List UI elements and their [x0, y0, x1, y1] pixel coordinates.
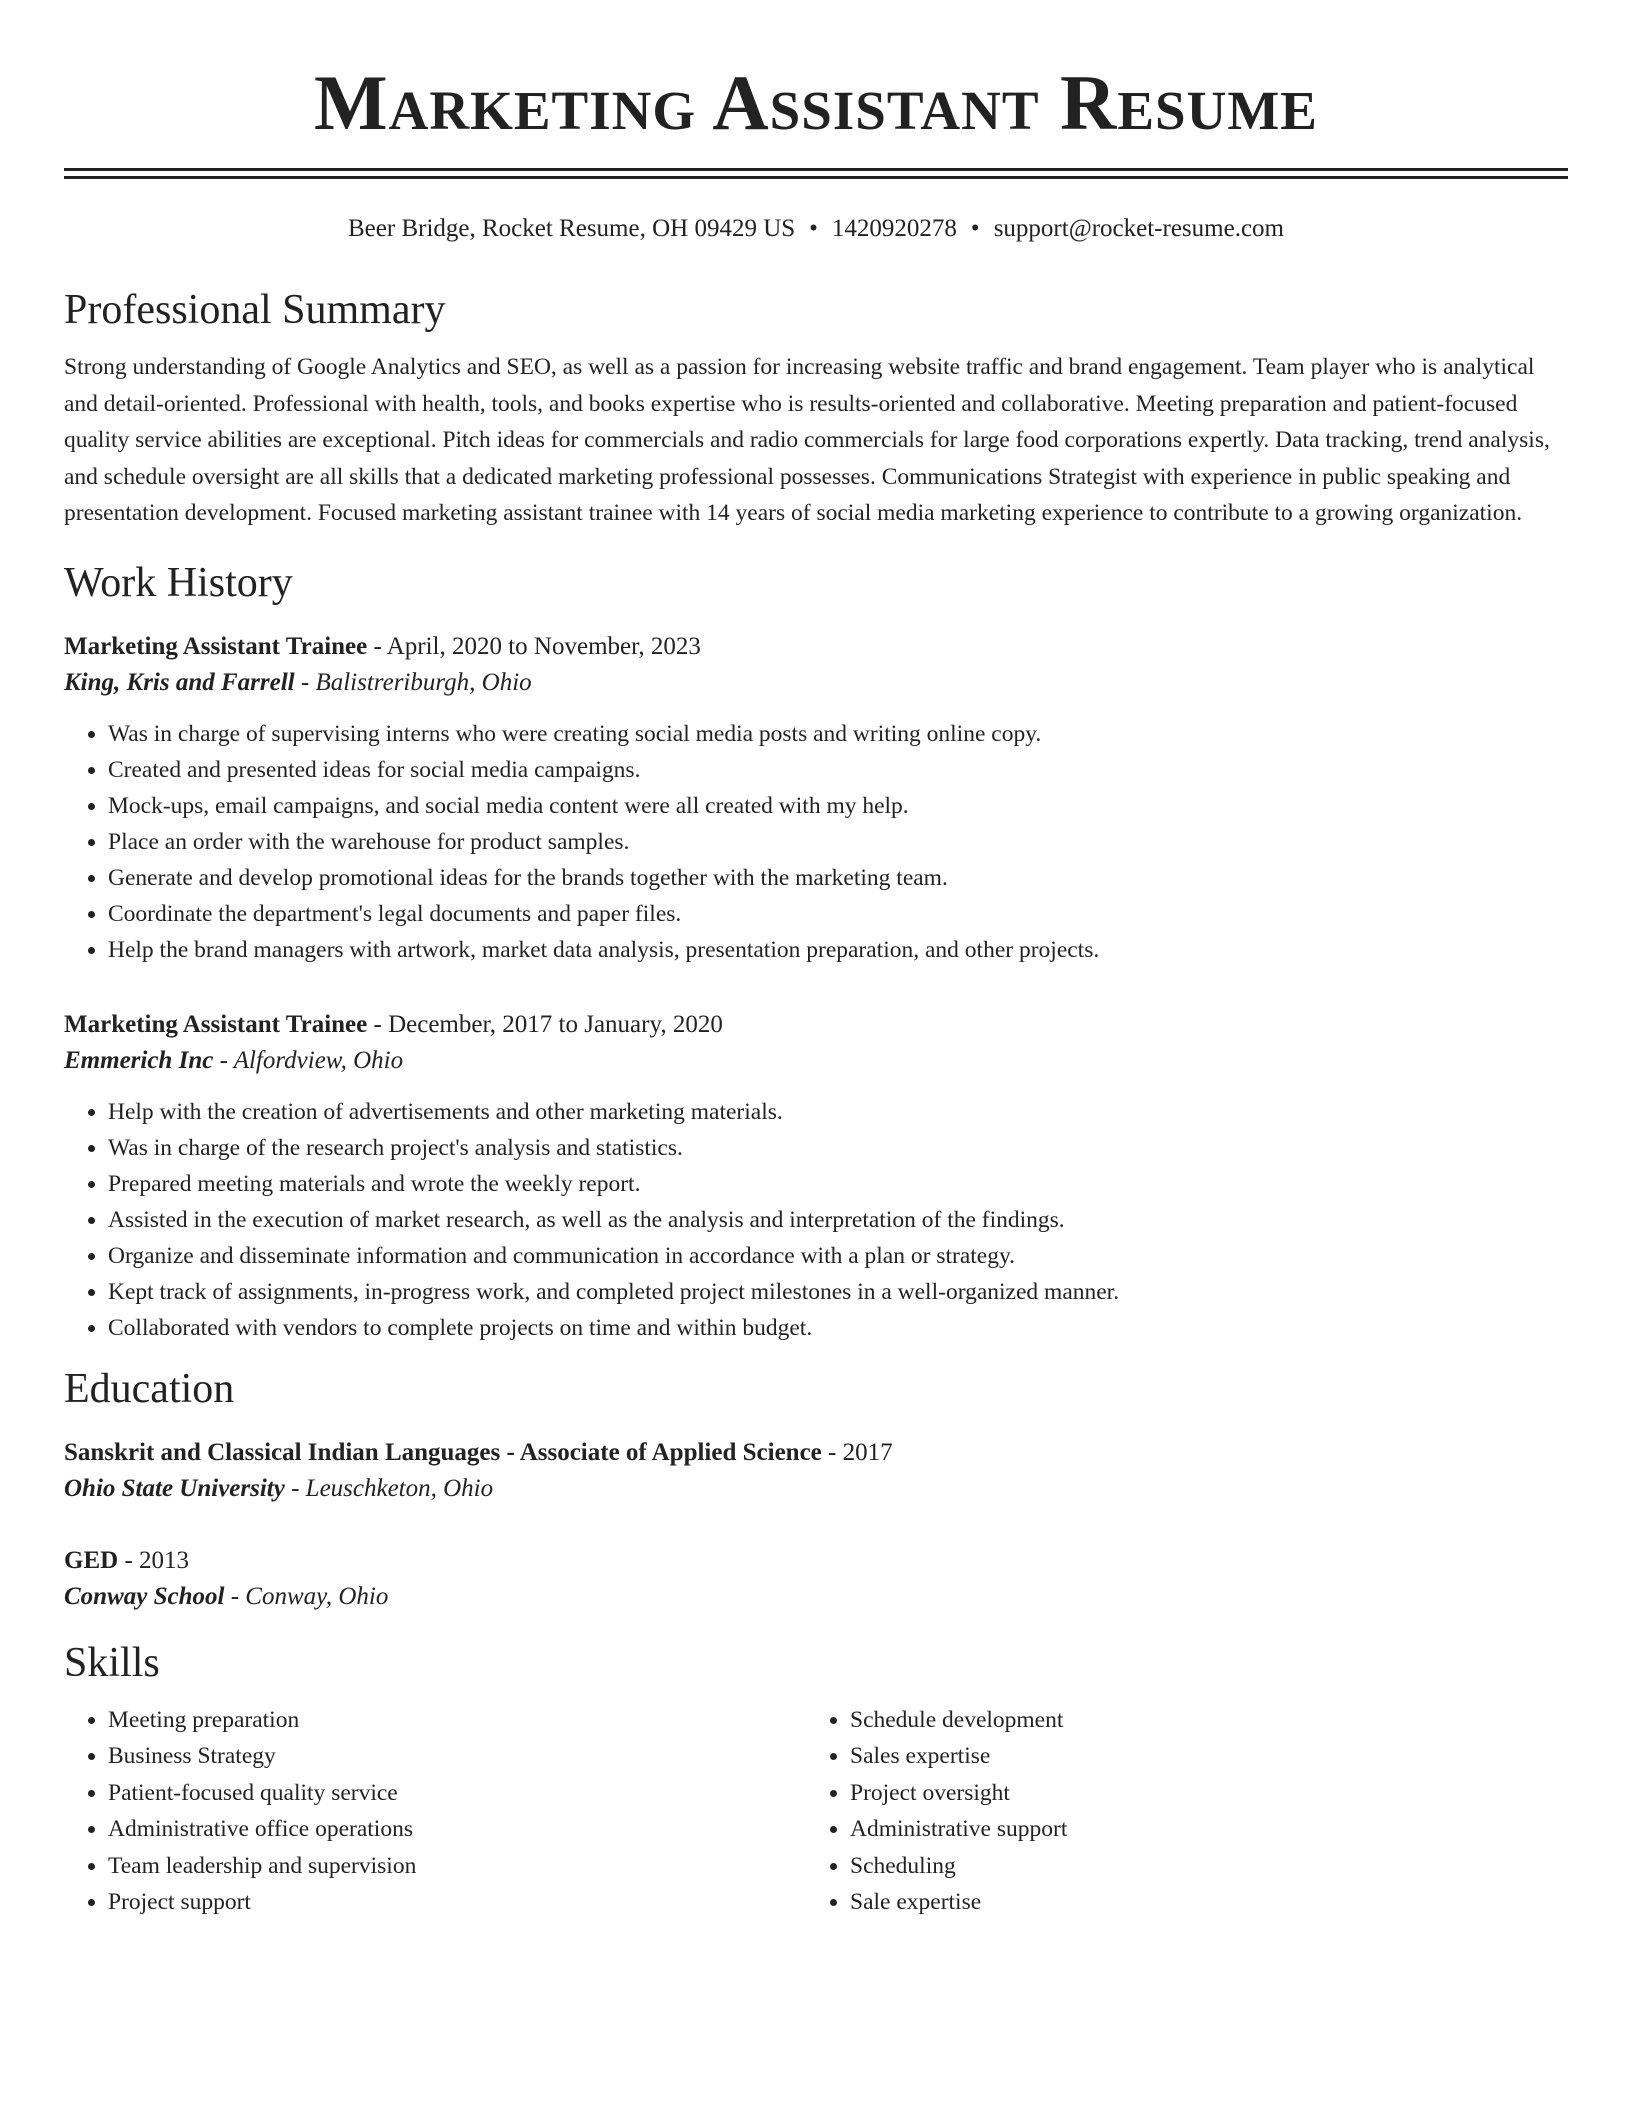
job-dates: - April, 2020 to November, 2023 — [367, 632, 701, 660]
skills-heading: Skills — [64, 1639, 160, 1686]
list-item: • Was in charge of the research project's analysis and statistics. — [108, 1130, 1568, 1166]
list-item: • Help with the creation of advertisements and other marketing materials. — [108, 1094, 1568, 1130]
work-history-heading: Work History — [64, 559, 293, 606]
job-company: King, Kris and Farrell — [64, 668, 295, 696]
skill-item: • Business Strategy — [108, 1738, 806, 1775]
skill-item: • Sales expertise — [850, 1738, 1548, 1775]
list-item: • Was in charge of supervising interns who were creating social media posts and writing online copy. — [108, 716, 1568, 752]
page-title: Marketing Assistant Resume — [314, 59, 1318, 146]
job-title: Marketing Assistant Trainee — [64, 632, 368, 660]
skill-item: • Team leadership and supervision — [108, 1848, 806, 1885]
skill-item: • Meeting preparation — [108, 1702, 806, 1739]
education-entry — [64, 1436, 1568, 1508]
job-title: Marketing Assistant Trainee — [64, 1010, 368, 1038]
job-title-line — [64, 630, 1568, 664]
list-item: • Assisted in the execution of market research, as well as the analysis and interpretation of the findings. — [108, 1202, 1568, 1238]
contact-separator: • — [809, 215, 818, 242]
skills-columns — [64, 1702, 1568, 1921]
list-item: • Place an order with the warehouse for product samples. — [108, 824, 1568, 860]
list-item: • Coordinate the department's legal documents and paper files. — [108, 896, 1568, 932]
job-company-line — [64, 664, 1568, 702]
skill-item: • Administrative office operations — [108, 1811, 806, 1848]
contact-line — [64, 213, 1568, 245]
skills-list-right — [806, 1702, 1548, 1921]
job-entry — [64, 1008, 1568, 1346]
contact-separator: • — [970, 215, 980, 242]
contact-phone: 1420920278 — [831, 215, 957, 242]
contact-address: Beer Bridge, Rocket Resume, OH 09429 US — [348, 215, 796, 242]
skill-item: • Sale expertise — [850, 1884, 1548, 1921]
education-heading: Education — [64, 1365, 235, 1412]
skill-item: • Administrative support — [850, 1811, 1548, 1848]
list-item: • Organize and disseminate information and communication in accordance with a plan or strategy. — [108, 1238, 1568, 1274]
job-company: Emmerich Inc — [64, 1046, 214, 1074]
job-location: - Alfordview, Ohio — [213, 1046, 404, 1074]
degree-line — [64, 1436, 1568, 1470]
job-duties-list — [64, 716, 1568, 968]
skill-item: • Schedule development — [850, 1702, 1548, 1739]
list-item: • Collaborated with vendors to complete projects on time and within budget. — [108, 1310, 1568, 1346]
job-location: - Balistreriburgh, Ohio — [294, 668, 532, 696]
skills-list-left — [64, 1702, 806, 1921]
school-name: Conway School — [64, 1582, 225, 1610]
school-name: Ohio State University — [64, 1474, 285, 1502]
skill-item: • Project oversight — [850, 1775, 1548, 1812]
summary-text: Strong understanding of Google Analytics and SEO, as well as a passion for increasing website traffic and brand engagement. Team player who is analytical and detail-oriented. Professional with health, tools, and books expertise who is results-oriented and collaborative. Meeting preparation and patient-focused quality service abilities are exceptional. Pitch ideas for commercials and radio commercials for large food corporations expertly. Data tracking, trend analysis, and schedule oversight are all skills that a dedicated marketing professional possesses. Communications Strategist with experience in public speaking and presentation development. Focused marketing assistant trainee with 14 years of social media marketing experience to contribute to a growing organization. — [64, 354, 1550, 526]
school-location: - Conway, Ohio — [224, 1582, 389, 1610]
school-line — [64, 1578, 1568, 1616]
list-item: • Created and presented ideas for social media campaigns. — [108, 752, 1568, 788]
summary-heading: Professional Summary — [64, 287, 446, 333]
graduation-year: - 2013 — [118, 1546, 190, 1574]
graduation-year: - 2017 — [821, 1438, 893, 1466]
skill-item: • Project support — [108, 1884, 806, 1921]
degree: Sanskrit and Classical Indian Languages - Associate of Applied Science — [64, 1438, 822, 1466]
job-dates: - December, 2017 to January, 2020 — [367, 1010, 723, 1038]
list-item: • Mock-ups, email campaigns, and social media content were all created with my help. — [108, 788, 1568, 824]
school-location: - Leuschketon, Ohio — [284, 1474, 494, 1502]
job-entry — [64, 630, 1568, 968]
skill-item: • Patient-focused quality service — [108, 1775, 806, 1812]
list-item: • Kept track of assignments, in-progress work, and completed project milestones in a well-organized manner. — [108, 1274, 1568, 1310]
list-item: • Help the brand managers with artwork, market data analysis, presentation preparation, and other projects. — [108, 932, 1568, 968]
skill-item: • Scheduling — [850, 1848, 1548, 1885]
job-company-line — [64, 1042, 1568, 1080]
school-line — [64, 1470, 1568, 1508]
job-title-line — [64, 1008, 1568, 1042]
contact-email: support@rocket-resume.com — [993, 215, 1284, 242]
list-item: • Prepared meeting materials and wrote the weekly report. — [108, 1166, 1568, 1202]
list-item: • Generate and develop promotional ideas for the brands together with the marketing team. — [108, 860, 1568, 896]
degree-line — [64, 1544, 1568, 1578]
title-double-rule — [64, 168, 1568, 179]
education-entry — [64, 1544, 1568, 1616]
job-duties-list — [64, 1094, 1568, 1346]
degree: GED — [64, 1546, 119, 1574]
